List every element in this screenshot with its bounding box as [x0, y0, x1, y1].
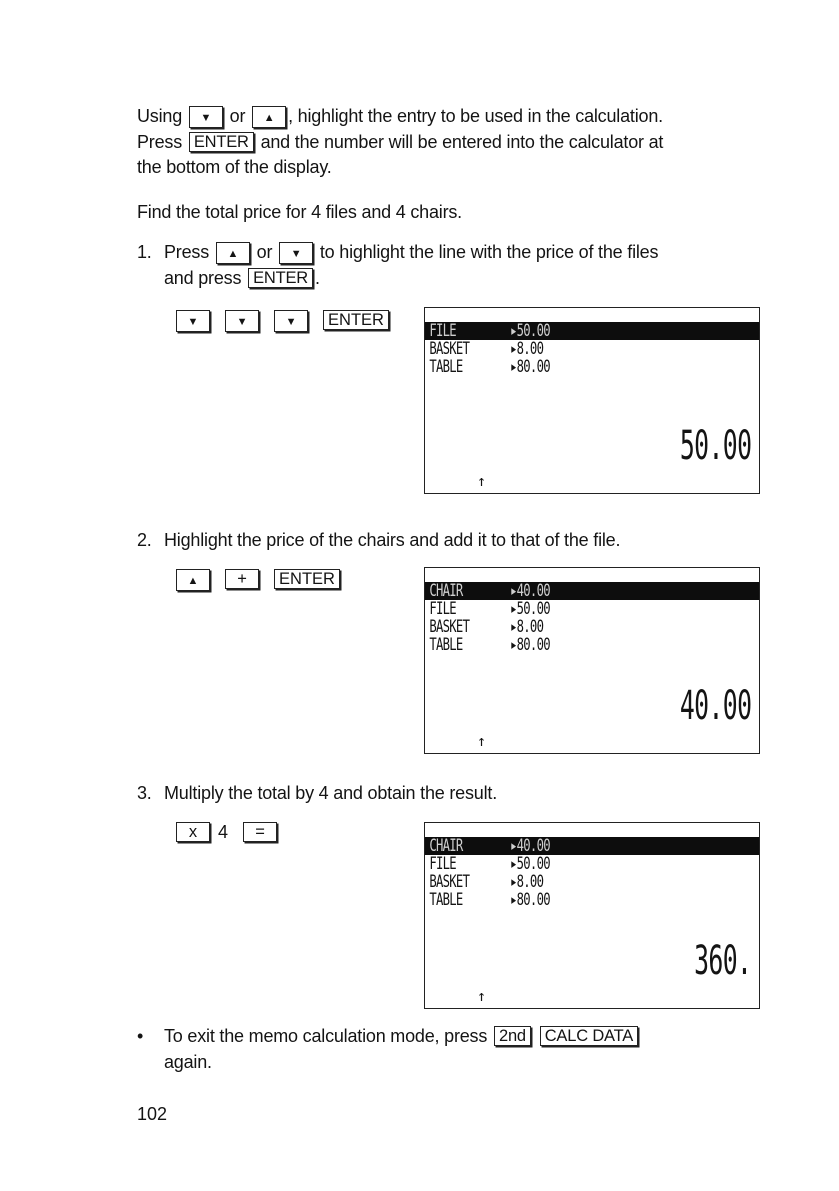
calculator-display [424, 307, 760, 494]
page-number: 102 [137, 1104, 168, 1124]
pointer-icon: ▸ [509, 872, 517, 892]
down-arrow-icon: ▼ [200, 112, 212, 124]
highlighted-entry-row [425, 837, 759, 855]
entry-name: CHAIR [429, 836, 463, 856]
cursor-icon: ↑ [477, 472, 487, 490]
entry-value-text: 50.00 [516, 599, 550, 619]
entry-value-text: 80.00 [516, 357, 550, 377]
entry-name: CHAIR [429, 581, 463, 601]
calculator-display [424, 822, 760, 1009]
highlighted-entry-row [425, 322, 759, 340]
entry-value [510, 636, 550, 654]
intro-paragraph [137, 104, 757, 181]
multiply-key: x [176, 822, 210, 842]
entry-name: TABLE [429, 635, 463, 655]
step-3 [137, 781, 757, 807]
entry-value-text: 50.00 [516, 321, 550, 341]
bullet: • [137, 1026, 144, 1046]
result-value: 40.00 [679, 683, 751, 729]
plus-key: + [225, 569, 259, 589]
step-1-key-sequence [174, 308, 397, 332]
enter-key: ENTER [248, 268, 313, 288]
cursor-icon: ↑ [477, 987, 487, 1005]
enter-key: ENTER [323, 310, 389, 330]
down-arrow-icon: ▼ [285, 316, 297, 328]
entry-row [425, 340, 665, 358]
step-number: 1. [137, 242, 152, 262]
entry-name: FILE [429, 854, 456, 874]
down-key [225, 310, 259, 332]
entry-value-text: 8.00 [516, 339, 544, 359]
step-2-key-sequence [174, 567, 348, 591]
up-arrow-icon: ▲ [227, 248, 239, 260]
intro-line-1 [137, 104, 757, 130]
down-key [279, 242, 313, 264]
step-text: or [256, 242, 273, 262]
down-arrow-icon: ▼ [236, 316, 248, 328]
up-arrow-icon: ▲ [187, 575, 199, 587]
highlighted-entry-row [425, 582, 759, 600]
intro-text: and the number will be entered into the calculator at [260, 131, 664, 152]
entry-value [510, 358, 550, 376]
entry-name: BASKET [429, 872, 470, 892]
down-key [189, 106, 223, 128]
intro-line-2 [137, 130, 757, 156]
step-1-text [164, 240, 757, 291]
entry-row [425, 600, 665, 618]
entry-row [425, 873, 665, 891]
note-text: To exit the memo calculation mode, press [164, 1026, 488, 1046]
note-text: again. [164, 1051, 212, 1072]
down-arrow-icon: ▼ [187, 316, 199, 328]
entry-name: TABLE [429, 890, 463, 910]
entry-value-text: 8.00 [516, 872, 544, 892]
down-key [274, 310, 308, 332]
result-value: 360. [693, 938, 751, 984]
result-value: 50.00 [679, 423, 751, 469]
pointer-icon: ▸ [509, 854, 517, 874]
multiplier-value: 4 [218, 822, 229, 842]
pointer-icon: ▸ [509, 321, 517, 341]
entry-value [510, 600, 550, 618]
up-arrow-icon: ▲ [263, 112, 275, 124]
entry-row [425, 636, 665, 654]
pointer-icon: ▸ [509, 581, 517, 601]
entry-value-text: 40.00 [516, 836, 550, 856]
equals-key: = [243, 822, 277, 842]
intro-line-3: the bottom of the display. [137, 157, 332, 177]
calculator-display [424, 567, 760, 754]
step-3-key-sequence [174, 820, 285, 844]
entry-value-text: 8.00 [516, 617, 544, 637]
step-1 [137, 240, 757, 292]
intro-text: Using [137, 106, 183, 126]
pointer-icon: ▸ [509, 635, 517, 655]
second-key: 2nd [494, 1026, 531, 1046]
exit-note [137, 1024, 757, 1076]
intro-text: , highlight the entry to be used in the calculation. [288, 106, 663, 126]
task-statement: Find the total price for 4 files and 4 chairs. [137, 202, 462, 222]
entry-value [510, 891, 550, 909]
step-text: . [314, 267, 320, 288]
entry-name: FILE [429, 599, 456, 619]
entry-value [510, 855, 550, 873]
down-key [176, 310, 210, 332]
cursor-icon: ↑ [477, 732, 487, 750]
step-2 [137, 528, 757, 554]
entry-value [510, 582, 550, 600]
entry-value-text: 80.00 [516, 890, 550, 910]
entry-name: BASKET [429, 617, 470, 637]
intro-text: Press [137, 131, 183, 152]
pointer-icon: ▸ [509, 890, 517, 910]
entry-name: TABLE [429, 357, 463, 377]
entry-row [425, 618, 665, 636]
pointer-icon: ▸ [509, 357, 517, 377]
enter-key: ENTER [189, 132, 254, 152]
entry-name: FILE [429, 321, 456, 341]
entry-value [510, 837, 550, 855]
up-key [216, 242, 250, 264]
entry-value-text: 40.00 [516, 581, 550, 601]
entry-row [425, 855, 665, 873]
entry-value-text: 80.00 [516, 635, 550, 655]
pointer-icon: ▸ [509, 836, 517, 856]
step-text: and press [164, 267, 242, 288]
up-key [176, 569, 210, 591]
step-number: 2. [137, 530, 152, 550]
pointer-icon: ▸ [509, 339, 517, 359]
up-key [252, 106, 286, 128]
entry-value [510, 322, 550, 340]
down-arrow-icon: ▼ [290, 248, 302, 260]
entry-row [425, 358, 665, 376]
calc-data-key: CALC DATA [540, 1026, 638, 1046]
entry-value-text: 50.00 [516, 854, 550, 874]
entry-name: BASKET [429, 339, 470, 359]
step-text: Press [164, 242, 210, 262]
step-number: 3. [137, 783, 152, 803]
step-2-text: Highlight the price of the chairs and add it to that of the file. [164, 530, 621, 550]
entry-row [425, 891, 665, 909]
entry-value [510, 618, 543, 636]
step-text: to highlight the line with the price of the files [319, 242, 659, 262]
enter-key: ENTER [274, 569, 340, 589]
intro-or-text: or [229, 106, 246, 126]
entry-value [510, 340, 543, 358]
step-3-text: Multiply the total by 4 and obtain the result. [164, 783, 498, 803]
entry-value [510, 873, 543, 891]
pointer-icon: ▸ [509, 617, 517, 637]
pointer-icon: ▸ [509, 599, 517, 619]
